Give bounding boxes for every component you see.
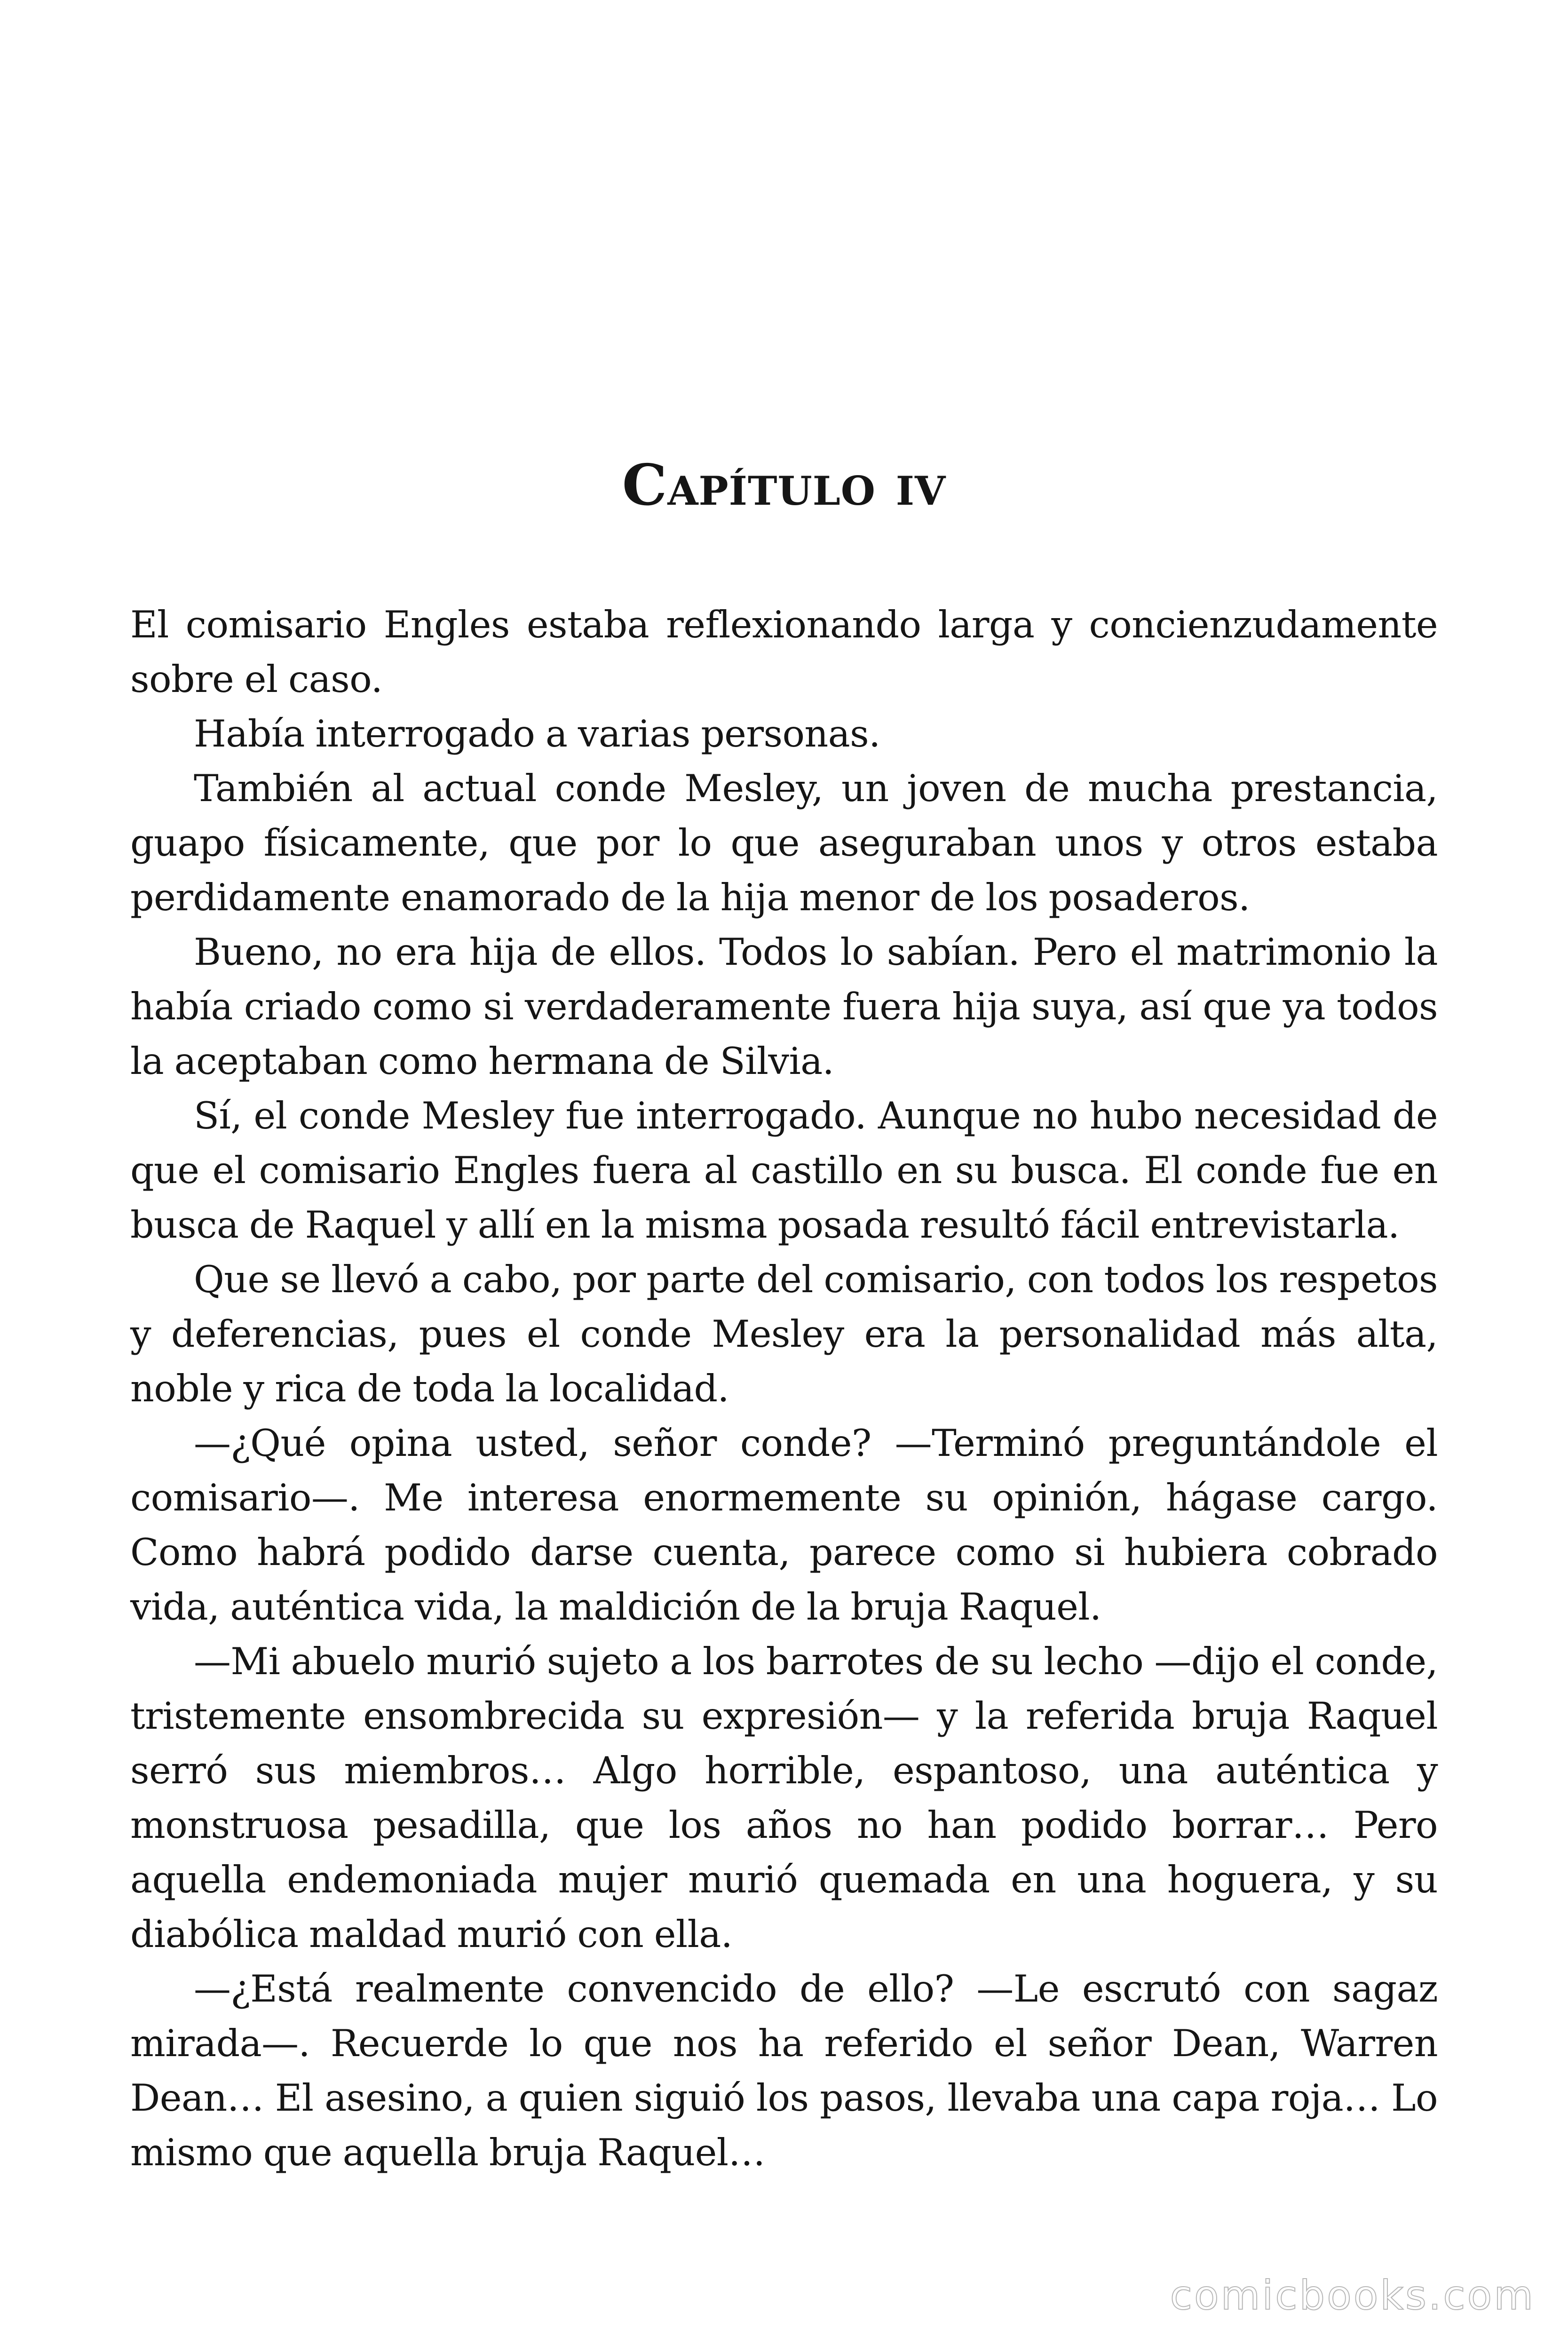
paragraph: Que se llevó a cabo, por parte del comisario, con todos los respetos y deferencias, pues el conde Mesley era la personalidad más alta, noble y rica de toda la localidad.	[130, 1258, 1438, 1410]
paragraph: Sí, el conde Mesley fue interrogado. Aunque no hubo necesidad de que el comisario Engles fuera al castillo en su busca. El conde fue en busca de Raquel y allí en la misma posada resultó fácil entrevistarla.	[130, 1094, 1438, 1247]
chapter-title-initial: C	[622, 452, 668, 518]
paragraph: El comisario Engles estaba reflexionando larga y concienzudamente sobre el caso.	[130, 603, 1438, 701]
paragraph: Bueno, no era hija de ellos. Todos lo sabían. Pero el matrimonio la había criado como si verdaderamente fuera hija suya, así que ya todos la aceptaban como hermana de Silvia.	[130, 930, 1438, 1083]
paragraph: —¿Está realmente convencido de ello? —Le escrutó con sagaz mirada—. Recuerde lo que nos ha referido el señor Dean, Warren Dean… El asesino, a quien siguió los pasos, llevaba una capa roja… Lo mismo que aquella bruja Raquel…	[130, 1967, 1438, 2174]
paragraph: —Mi abuelo murió sujeto a los barrotes de su lecho —dijo el conde, tristemente ensombrecida su expresión— y la referida bruja Raquel serró sus miembros… Algo horrible, espantoso, una auténtica y monstruosa pesadilla, que los años no han podido borrar… Pero aquella endemoniada mujer murió quemada en una hoguera, y su diabólica maldad murió con ella.	[130, 1640, 1438, 1956]
paragraph: También al actual conde Mesley, un joven de mucha prestancia, guapo físicamente, que por lo que aseguraban unos y otros estaba perdidamente enamorado de la hija menor de los posaderos.	[130, 767, 1438, 919]
watermark: comicbooks.com	[1170, 2272, 1535, 2319]
chapter-title-rest: apítulo iv	[667, 452, 946, 518]
paragraph: —¿Qué opina usted, señor conde? —Terminó preguntándole el comisario—. Me interesa enormemente su opinión, hágase cargo. Como habrá podido darse cuenta, parece como si hubiera cobrado vida, auténtica vida, la maldición de la bruja Raquel.	[130, 1422, 1438, 1629]
chapter-title	[0, 452, 1568, 519]
chapter-body	[130, 597, 1438, 2180]
paragraph: Había interrogado a varias personas.	[194, 712, 880, 755]
